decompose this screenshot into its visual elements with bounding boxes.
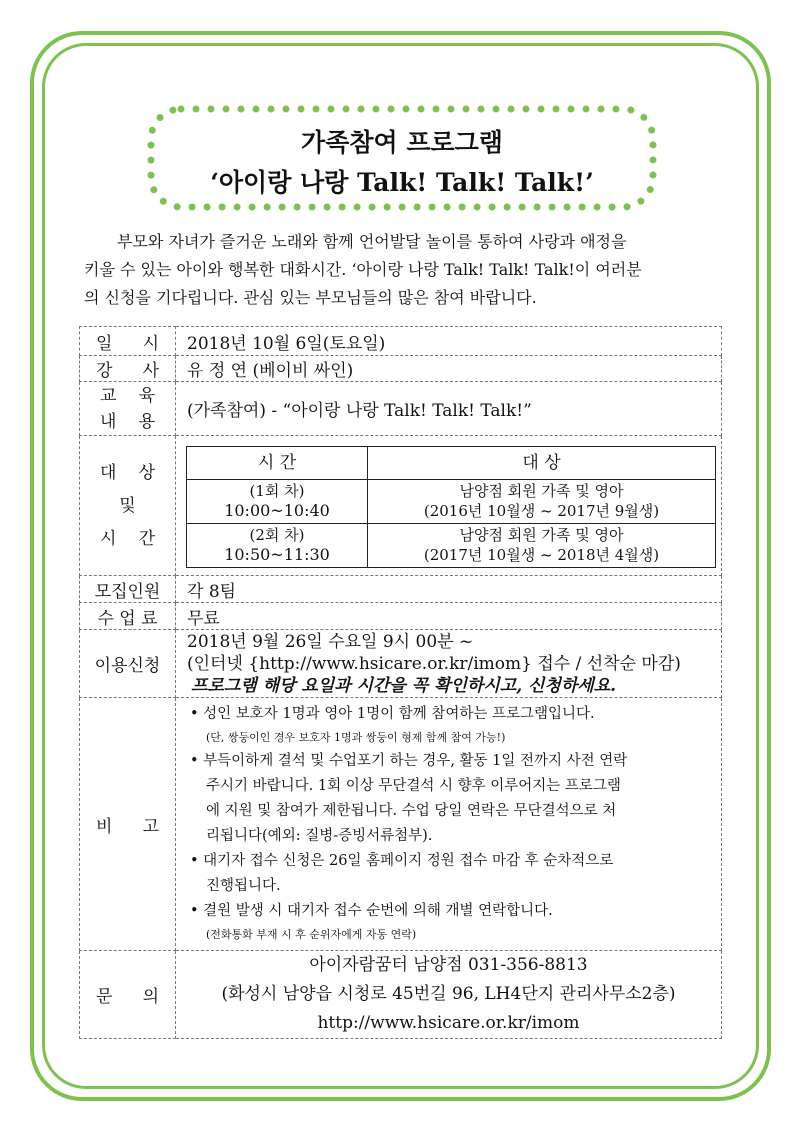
apply-line-1: 2018년 9월 26일 수요일 9시 00분 ~ — [187, 631, 474, 652]
label-target-b1: 시 — [100, 528, 117, 549]
sched-row-1 — [187, 479, 716, 523]
note-3-line-1: • 대기자 접수 신청은 26일 홈페이지 정원 접수 마감 후 순차적으로 — [190, 853, 614, 869]
value-content: (가족참여) - “아이랑 나랑 Talk! Talk! Talk!” — [176, 382, 722, 436]
intro-line-3: 의 신청을 기다립니다. 관심 있는 부모님들의 많은 참여 바랍니다. — [84, 288, 537, 307]
note-3-line-2: 진행됩니다. — [206, 878, 281, 894]
value-date: 2018년 10월 6일(토요일) — [176, 327, 722, 356]
apply-line-3: 프로그램 해당 요일과 시간을 꼭 확인하시고, 신청하세요. — [191, 675, 617, 696]
title-line-2: ‘아이랑 나랑 Talk! Talk! Talk!’ — [210, 168, 594, 197]
label-fee: 수 업 료 — [80, 603, 176, 630]
label-target-b2: 간 — [138, 528, 155, 549]
row-fee — [80, 603, 722, 630]
label-content-a1: 교 — [100, 385, 117, 406]
note-4: • 결원 발생 시 대기자 접수 순번에 의해 개별 연락합니다. — [190, 903, 553, 919]
title-box — [145, 103, 659, 213]
note-2-line-1: • 부득이하게 결석 및 수업포기 하는 경우, 활동 1일 전까지 사전 연락 — [190, 753, 628, 769]
value-recruit: 각 8팀 — [176, 576, 722, 603]
sched-2-birth: (2017년 10월생 ~ 2018년 4월생) — [423, 546, 660, 564]
value-instructor: 유 정 연 (베이비 싸인) — [176, 356, 722, 382]
row-contact — [80, 951, 722, 1039]
label-instructor-a: 강 — [96, 361, 113, 381]
sched-1-time: 10:00~10:40 — [224, 501, 330, 520]
label-notes-b: 고 — [142, 816, 159, 837]
row-apply — [80, 630, 722, 698]
row-notes — [80, 698, 722, 951]
label-instructor-b: 사 — [142, 361, 159, 381]
sched-header-target: 대 상 — [368, 446, 716, 479]
label-target-a2: 상 — [138, 462, 155, 483]
info-table — [79, 326, 722, 1039]
notes-list — [176, 698, 721, 950]
label-apply: 이용신청 — [80, 630, 176, 698]
sched-1-group: 남양점 회원 가족 및 영아 — [459, 482, 624, 500]
note-4-sub: (전화통화 부재 시 후 순위자에게 자동 연락) — [206, 928, 417, 941]
intro-paragraph — [84, 228, 720, 312]
sched-row-2 — [187, 523, 716, 567]
label-contact-b: 의 — [142, 987, 159, 1007]
note-1-sub: (단, 쌍둥이인 경우 보호자 1명과 쌍둥이 형제 함께 참여 가능!) — [206, 731, 506, 744]
label-date-b: 시 — [142, 333, 159, 354]
row-instructor — [80, 356, 722, 382]
row-target — [80, 436, 722, 576]
schedule-table — [186, 446, 716, 568]
note-2-line-3: 에 지원 및 참여가 제한됩니다. 수업 당일 연락은 무단결석으로 처 — [206, 803, 617, 819]
sched-2-session: (2회 차) — [249, 526, 305, 544]
note-2-line-2: 주시기 바랍니다. 1회 이상 무단결석 시 향후 이루어지는 프로그램 — [206, 778, 621, 794]
contact-line-2: (화성시 남양읍 시청로 45번길 96, LH4단지 관리사무소2층) — [221, 984, 676, 1004]
label-contact-a: 문 — [96, 987, 113, 1007]
title-line-1: 가족참여 프로그램 — [301, 128, 503, 157]
intro-line-1: 부모와 자녀가 즐거운 노래와 함께 언어발달 놀이를 통하여 사랑과 애정을 — [117, 232, 627, 251]
value-fee: 무료 — [176, 603, 722, 630]
label-target-mid: 및 — [119, 495, 136, 516]
sched-2-group: 남양점 회원 가족 및 영아 — [459, 526, 624, 544]
label-date-a: 일 — [96, 333, 113, 354]
note-2-line-4: 리됩니다(예외: 질병-증빙서류첨부). — [206, 828, 433, 844]
label-content-a2: 육 — [138, 385, 155, 406]
sched-1-birth: (2016년 10월생 ~ 2017년 9월생) — [423, 502, 660, 520]
row-recruit — [80, 576, 722, 603]
sched-2-time: 10:50~11:30 — [224, 545, 330, 564]
sched-header-time: 시 간 — [187, 446, 368, 479]
row-date — [80, 327, 722, 356]
label-content-b1: 내 — [100, 411, 117, 432]
row-content — [80, 382, 722, 436]
label-content-b2: 용 — [138, 411, 155, 432]
sched-1-session: (1회 차) — [249, 482, 305, 500]
contact-line-1: 아이자람꿈터 남양점 031-356-8813 — [309, 955, 588, 975]
intro-line-2: 키울 수 있는 아이와 행복한 대화시간. ‘아이랑 나랑 Talk! Talk! Talk!이 여러분 — [84, 260, 642, 279]
label-target-a1: 대 — [100, 462, 117, 483]
label-notes-a: 비 — [96, 816, 113, 837]
note-1: • 성인 보호자 1명과 영아 1명이 함께 참여하는 프로그램입니다. — [190, 706, 595, 722]
label-recruit: 모집인원 — [80, 576, 176, 603]
contact-url[interactable]: http://www.hsicare.or.kr/imom — [317, 1013, 580, 1033]
apply-line-2: (인터넷 {http://www.hsicare.or.kr/imom} 접수 / 선착순 마감) — [187, 653, 681, 674]
